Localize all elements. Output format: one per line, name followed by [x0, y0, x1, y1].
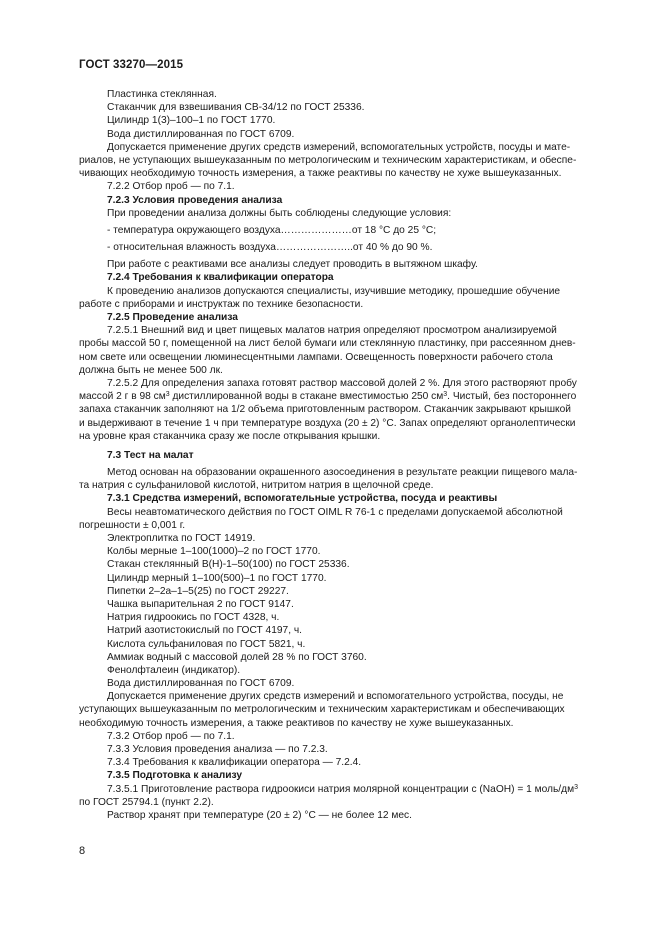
text-run: Метод основан на образовании окрашенного азосоединения в результате реакции пищевого мала-	[107, 467, 578, 479]
text-line	[79, 479, 586, 492]
text-run: 7.2.4 Требования к квалификации оператора	[107, 272, 334, 284]
text-line	[79, 88, 586, 101]
section-heading	[79, 271, 586, 284]
text-line	[79, 466, 586, 479]
text-run: ном свете или освещении люминесцентными лампами. Освещенность поверхности рабочего стола	[79, 351, 553, 363]
text-line	[79, 390, 586, 403]
text-run: та натрия с сульфаниловой кислотой, нитритом натрия в щелочной среде.	[79, 480, 434, 492]
page-number: 8	[79, 845, 86, 857]
text-run: Вода дистиллированная по ГОСТ 6709.	[107, 128, 295, 140]
text-run: Весы неавтоматического действия по ГОСТ OIML R 76-1 с пределами допускаемой абсолютной	[107, 506, 563, 518]
text-run: риалов, не уступающих вышеуказанным по метрологическим и техническим характеристикам, и обеспе-	[79, 154, 577, 166]
text-run: Стаканчик для взвешивания СВ-34/12 по ГОСТ 25336.	[107, 102, 365, 114]
section-heading	[79, 492, 586, 505]
text-line	[79, 430, 586, 443]
text-line	[79, 141, 586, 154]
text-run: 7.3 Тест на малат	[107, 449, 194, 461]
text-run: Пипетки 2–2а–1–5(25) по ГОСТ 29227.	[107, 585, 289, 597]
text-run: работе с приборами и инструктаж по технике безопасности.	[79, 298, 364, 310]
text-line	[79, 351, 586, 364]
text-line	[79, 677, 586, 690]
text-run: 7.3.5 Подготовка к анализу	[107, 770, 243, 782]
text-run: по ГОСТ 25794.1 (пункт 2.2).	[79, 796, 214, 808]
text-run: уступающих вышеуказанным по метрологическим и техническим характеристикам и обеспечивающих	[79, 704, 565, 716]
text-run: Цилиндр 1(3)–100–1 по ГОСТ 1770.	[107, 115, 276, 127]
text-run: 7.3.4 Требования к квалификации оператора — 7.2.4.	[107, 757, 362, 769]
text-run: При проведении анализа должны быть соблюдены следующие условия:	[107, 207, 452, 219]
text-run: Кислота сульфаниловая по ГОСТ 5821, ч.	[107, 638, 306, 650]
text-line	[79, 403, 586, 416]
text-line	[79, 796, 586, 809]
text-line	[79, 756, 586, 769]
text-line	[79, 258, 586, 271]
text-line	[79, 743, 586, 756]
text-run: запаха стаканчик заполняют на 1/2 объема приготовленным раствором. Стаканчик закрывают крышкой	[79, 404, 571, 416]
text-line	[79, 572, 586, 585]
text-line	[79, 324, 586, 337]
text-line	[79, 364, 586, 377]
text-line	[79, 167, 586, 180]
section-heading	[79, 311, 586, 324]
text-line	[79, 598, 586, 611]
text-run: Допускается применение других средств измерений, вспомогательных устройств, посуды и мате-	[107, 141, 571, 153]
text-run: и выдерживают в течение 1 ч при температуре воздуха (20 ± 2) °С. Запах определяют органолептически	[79, 417, 576, 429]
text-run: дистиллированной воды в стакане вместимостью 250 см	[169, 391, 444, 403]
text-line	[79, 519, 586, 532]
text-line	[79, 624, 586, 637]
text-line	[79, 545, 586, 558]
text-line	[79, 651, 586, 664]
text-run: Натрий азотистокислый по ГОСТ 4197, ч.	[107, 625, 303, 637]
text-line	[79, 532, 586, 545]
text-run: К проведению анализов допускаются специалисты, изучившие методику, прошедшие обучение	[107, 285, 561, 297]
text-run: чивающих необходимую точность измерения, а также реактивы по качеству не хуже вышеуказанных.	[79, 168, 562, 180]
text-line	[79, 664, 586, 677]
text-line	[79, 101, 586, 114]
text-run: пробы массой 50 г, помещенной на лист белой бумаги или стеклянную пластинку, при рассеянном днев-	[79, 338, 576, 350]
text-line	[79, 730, 586, 743]
text-run: Цилиндр мерный 1–100(500)–1 по ГОСТ 1770.	[107, 572, 327, 584]
text-run: Аммиак водный с массовой долей 28 % по ГОСТ 3760.	[107, 651, 367, 663]
text-line	[79, 154, 586, 167]
superscript: 3	[165, 391, 170, 399]
text-line	[79, 558, 586, 571]
text-line	[79, 285, 586, 298]
text-run: 7.2.3 Условия проведения анализа	[107, 194, 283, 206]
text-run: на уровне края стаканчика сразу же после открывания крышки.	[79, 430, 381, 442]
text-run: 7.3.1 Средства измерений, вспомогательные устройства, посуда и реактивы	[107, 493, 498, 505]
superscript: 3	[443, 391, 448, 399]
text-run: 7.2.5.2 Для определения запаха готовят раствор массовой долей 2 %. Для этого растворяют пробу	[107, 377, 577, 389]
text-run: - температура окружающего воздуха…………………от 18 °С до 25 °С;	[107, 224, 437, 236]
superscript: 3	[574, 783, 578, 791]
text-run: - относительная влажность воздуха…………………..от 40 % до 90 %.	[107, 242, 433, 254]
text-run: Пластинка стеклянная.	[107, 89, 217, 100]
text-line	[79, 377, 586, 390]
text-line	[79, 337, 586, 350]
text-run: 7.2.5.1 Внешний вид и цвет пищевых малатов натрия определяют просмотром анализируемой	[107, 325, 557, 337]
text-line	[79, 809, 586, 822]
text-run: . Чистый, без постороннего	[447, 391, 577, 403]
text-run: Чашка выпарительная 2 по ГОСТ 9147.	[107, 598, 294, 610]
text-run: 7.2.5 Проведение анализа	[107, 312, 238, 323]
text-run: При работе с реактивами все анализы следует проводить в вытяжном шкафу.	[107, 259, 478, 271]
text-line	[79, 506, 586, 519]
text-run: необходимую точность измерения, а также реактивов по качеству не хуже вышеуказанных.	[79, 717, 514, 729]
text-line	[79, 114, 586, 127]
text-line	[79, 703, 586, 716]
text-run: Электроплитка по ГОСТ 14919.	[107, 533, 256, 544]
text-run: Колбы мерные 1–100(1000)–2 по ГОСТ 1770.	[107, 546, 321, 558]
text-line	[79, 690, 586, 703]
text-line	[79, 585, 586, 598]
text-run: 7.3.3 Условия проведения анализа — по 7.2.3.	[107, 744, 328, 755]
text-line	[79, 783, 586, 796]
text-run: Стакан стеклянный В(Н)-1–50(100) по ГОСТ 25336.	[107, 559, 350, 571]
document-code-header: ГОСТ 33270—2015	[79, 59, 184, 71]
text-run: Фенолфталеин (индикатор).	[107, 664, 241, 676]
section-heading	[79, 769, 586, 782]
text-line	[79, 298, 586, 311]
section-heading	[79, 449, 586, 462]
text-run: Раствор хранят при температуре (20 ± 2) °С — не более 12 мес.	[107, 809, 412, 821]
text-line	[79, 638, 586, 651]
text-run: 7.3.5.1 Приготовление раствора гидроокиси натрия молярной концентрации c (NaOH) = 1 моль/дм	[107, 783, 575, 795]
text-run: 7.2.2 Отбор проб — по 7.1.	[107, 181, 235, 193]
text-line	[79, 717, 586, 730]
text-line	[79, 417, 586, 430]
text-line	[79, 207, 586, 220]
document-body	[79, 88, 586, 822]
text-line	[79, 241, 586, 254]
text-run: Вода дистиллированная по ГОСТ 6709.	[107, 678, 295, 690]
text-run: массой 2 г в 98 см	[79, 391, 166, 403]
text-run: Допускается применение других средств измерений и вспомогательного устройства, посуды, не	[107, 691, 564, 703]
text-run: Натрия гидроокись по ГОСТ 4328, ч.	[107, 612, 280, 624]
text-run: 7.3.2 Отбор проб — по 7.1.	[107, 730, 235, 742]
text-run: погрешности ± 0,001 г.	[79, 519, 186, 531]
text-line	[79, 180, 586, 193]
text-line	[79, 128, 586, 141]
text-line	[79, 611, 586, 624]
text-line	[79, 224, 586, 237]
text-run: должна быть не менее 500 лк.	[79, 364, 223, 376]
section-heading	[79, 194, 586, 207]
